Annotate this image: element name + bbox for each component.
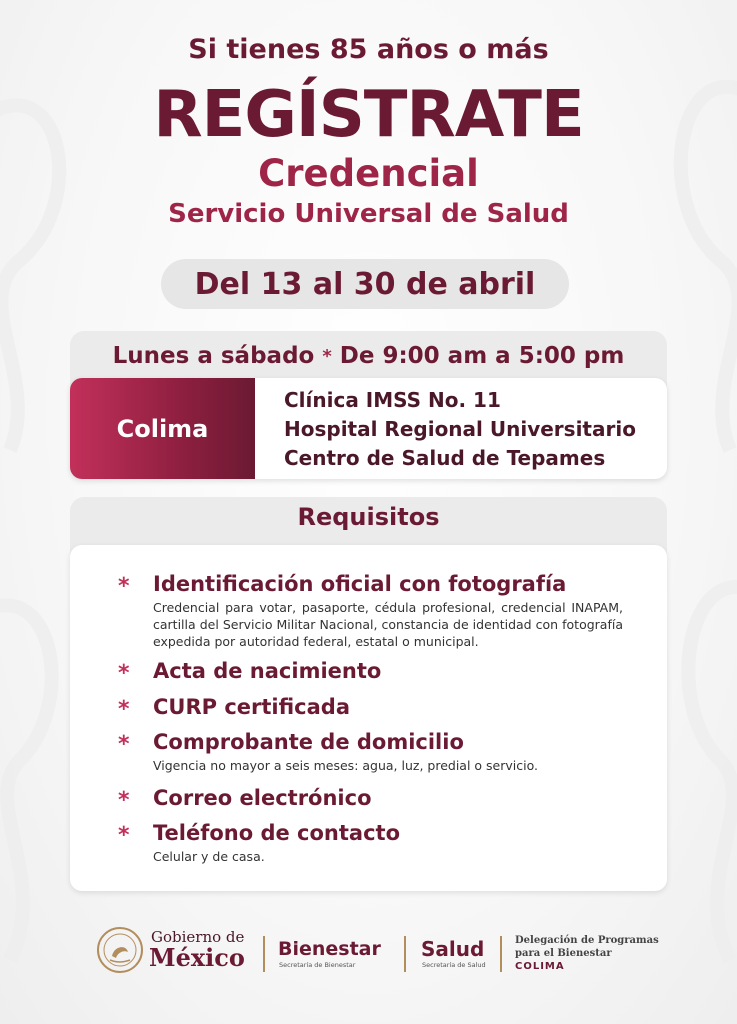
- credential-headline: Credencial: [258, 152, 479, 195]
- age-headline: Si tienes 85 años o más: [188, 34, 549, 65]
- bullet-star-icon: *: [118, 574, 130, 599]
- location-sites: [284, 386, 664, 473]
- requirement-name: Comprobante de domicilio: [153, 730, 464, 754]
- schedule-text: [70, 338, 667, 374]
- requirement-description: Celular y de casa.: [153, 849, 265, 864]
- divider: [404, 936, 406, 972]
- mexico-seal-icon: [96, 926, 144, 974]
- bullet-star-icon: *: [118, 661, 130, 686]
- delegacion-line-3: COLIMA: [515, 961, 565, 972]
- bienestar-sub-label: Secretaría de Bienestar: [279, 961, 356, 969]
- date-range-text: Del 13 al 30 de abril: [194, 266, 536, 302]
- delegacion-line-2: para el Bienestar: [515, 948, 612, 959]
- salud-label: Salud: [421, 937, 485, 961]
- requirement-name: Identificación oficial con fotografía: [153, 572, 567, 596]
- requirement-name: Teléfono de contacto: [153, 821, 401, 845]
- location-site-3: Centro de Salud de Tepames: [284, 446, 606, 470]
- service-headline: Servicio Universal de Salud: [168, 199, 569, 229]
- delegacion-line-1: Delegación de Programas: [515, 935, 659, 946]
- gobierno-label: Gobierno de: [151, 928, 245, 946]
- bienestar-label: Bienestar: [278, 938, 381, 960]
- register-headline: REGÍSTRATE: [153, 78, 584, 152]
- bullet-star-icon: *: [118, 732, 130, 757]
- schedule-days: Lunes a sábado: [112, 343, 315, 369]
- footer-logos: [0, 922, 737, 982]
- bullet-star-icon: *: [118, 788, 130, 813]
- location-state-label: Colima: [116, 414, 209, 443]
- requirements-title: Requisitos: [297, 503, 440, 531]
- divider: [263, 936, 265, 972]
- schedule-hours: De 9:00 am a 5:00 pm: [339, 343, 625, 369]
- salud-sub-label: Secretaría de Salud: [422, 961, 486, 969]
- location-state: [70, 378, 255, 479]
- requirement-name: Correo electrónico: [153, 786, 372, 810]
- requirement-description: Credencial para votar, pasaporte, cédula profesional, credencial INAPAM, cartilla del Servicio Militar Nacional, constancia de identidad con fotografía expedida por autoridad federal, estatal o municipal.: [153, 600, 623, 649]
- requirement-name: CURP certificada: [153, 695, 351, 719]
- mexico-label: México: [149, 943, 245, 972]
- bullet-star-icon: *: [118, 823, 130, 848]
- bullet-star-icon: *: [118, 697, 130, 722]
- star-separator-icon: *: [322, 345, 332, 367]
- divider: [500, 936, 502, 972]
- location-site-1: Clínica IMSS No. 11: [284, 388, 501, 412]
- location-site-2: Hospital Regional Universitario: [284, 417, 636, 441]
- requirement-name: Acta de nacimiento: [153, 659, 382, 683]
- date-range-pill: [161, 259, 569, 309]
- requirement-description: Vigencia no mayor a seis meses: agua, luz, predial o servicio.: [153, 758, 538, 773]
- location-row: [70, 378, 667, 479]
